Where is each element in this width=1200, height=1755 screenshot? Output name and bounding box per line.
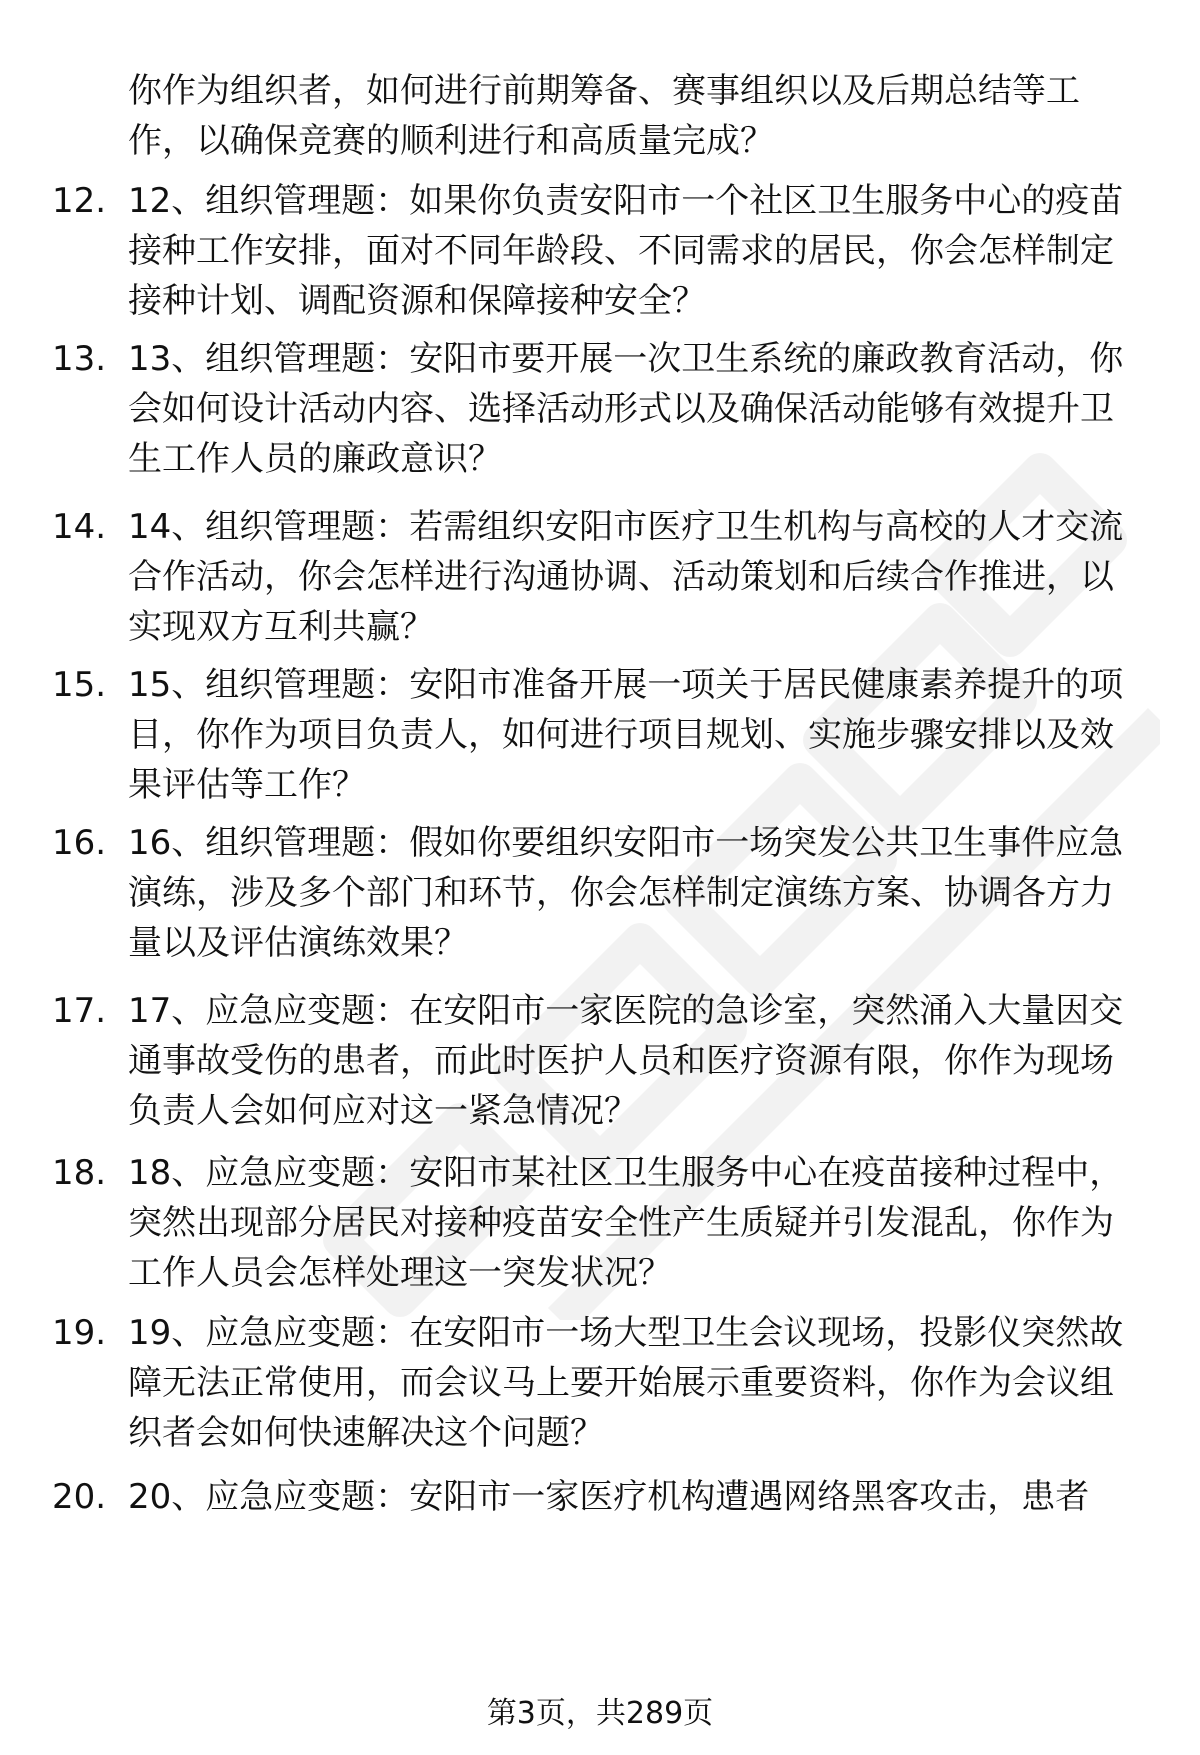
question-number: 20. (52, 1477, 107, 1517)
question-text: 12、组织管理题：如果你负责安阳市一个社区卫生服务中心的疫苗接种工作安排，面对不同年龄段、不同需求的居民，你会怎样制定接种计划、调配资源和保障接种安全？ (128, 181, 1124, 321)
question-number: 19. (52, 1313, 107, 1353)
question-text: 17、应急应变题：在安阳市一家医院的急诊室，突然涌入大量因交通事故受伤的患者，而此时医护人员和医疗资源有限，你作为现场负责人会如何应对这一紧急情况？ (128, 991, 1124, 1131)
question-text: 16、组织管理题：假如你要组织安阳市一场突发公共卫生事件应急演练，涉及多个部门和环节，你会怎样制定演练方案、协调各方力量以及评估演练效果？ (128, 823, 1124, 963)
question-number: 13. (52, 339, 107, 379)
page-footer: 第3页，共289页 (486, 1696, 714, 1731)
question-number: 18. (52, 1153, 107, 1193)
question-text: 13、组织管理题：安阳市要开展一次卫生系统的廉政教育活动，你会如何设计活动内容、选择活动形式以及确保活动能够有效提升卫生工作人员的廉政意识？ (128, 339, 1124, 479)
question-text: 15、组织管理题：安阳市准备开展一项关于居民健康素养提升的项目，你作为项目负责人，如何进行项目规划、实施步骤安排以及效果评估等工作？ (128, 665, 1124, 805)
question-number: 17. (52, 991, 107, 1031)
question-number: 16. (52, 823, 107, 863)
question-number: 15. (52, 665, 107, 705)
question-text: 14、组织管理题：若需组织安阳市医疗卫生机构与高校的人才交流合作活动，你会怎样进行沟通协调、活动策划和后续合作推进，以实现双方互利共赢？ (128, 507, 1124, 647)
continuation-paragraph: 你作为组织者，如何进行前期筹备、赛事组织以及后期总结等工作，以确保竞赛的顺利进行和高质量完成？ (128, 71, 1080, 161)
question-number: 14. (52, 507, 107, 547)
question-number: 12. (52, 181, 107, 221)
question-text: 19、应急应变题：在安阳市一场大型卫生会议现场，投影仪突然故障无法正常使用，而会议马上要开始展示重要资料，你作为会议组织者会如何快速解决这个问题？ (128, 1313, 1124, 1453)
question-text: 20、应急应变题：安阳市一家医疗机构遭遇网络黑客攻击，患者 (128, 1477, 1090, 1517)
question-text: 18、应急应变题：安阳市某社区卫生服务中心在疫苗接种过程中，突然出现部分居民对接种疫苗安全性产生质疑并引发混乱，你作为工作人员会怎样处理这一突发状况？ (128, 1153, 1124, 1293)
